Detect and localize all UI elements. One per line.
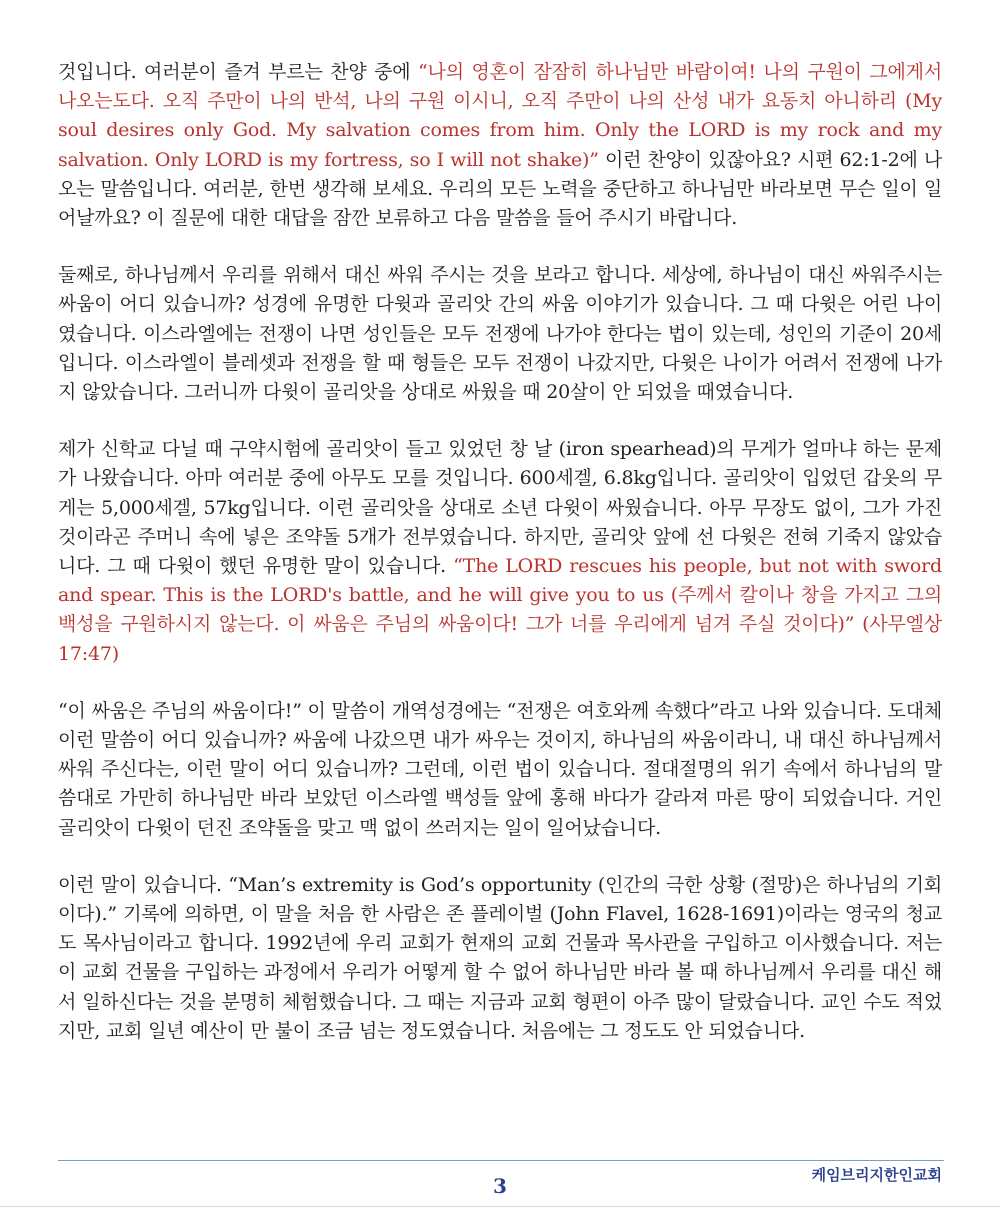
paragraph-1-text-a: 것입니다. 여러분이 즐겨 부르는 찬양 중에 [58, 61, 419, 83]
bottom-edge [0, 1206, 1000, 1217]
paragraph-4-text: “이 싸움은 주님의 싸움이다!” 이 말씀이 개역성경에는 “전쟁은 여호와께 속했다”라고 나와 있습니다. 도대체 이런 말씀이 어디 있습니까? 싸움에 나갔으면 내가 싸우는 것이지, 하나님의 싸움이라니, 내 대신 하나님께서 싸워 주신다는, 이런 말이 어디 있습니까? 그런데, 이런 법이 있습니다. 절대절명의 위기 속에서 하나님의 말씀대로 가만히 하나님만 바라 보았던 이스라엘 백성들 앞에 홍해 바다가 갈라져 마른 땅이 되었습니다. 거인 골리앗이 다윗이 던진 조약돌을 맞고 맥 없이 쓰러지는 일이 일어났습니다. [58, 699, 942, 839]
paragraph-5 [58, 871, 942, 1046]
paragraph-4 [58, 697, 942, 843]
document-body [58, 58, 942, 1074]
paragraph-3-quote: “The LORD rescues his people, but not with sword and spear. This is the LORD's battle, and he will give you to us (주께서 칼이나 창을 가지고 그의 백성을 구원하시지 않는다. 이 싸움은 주님의 싸움이다! 그가 너를 우리에게 넘겨 주실 것이다)” (사무엘상 17:47) [58, 555, 942, 665]
footer-divider [58, 1160, 944, 1161]
paragraph-3 [58, 435, 942, 669]
paragraph-2 [58, 261, 942, 407]
page-number: 3 [493, 1174, 507, 1198]
church-name: 케임브리지한인교회 [811, 1166, 942, 1184]
paragraph-5-text: 이런 말이 있습니다. “Man’s extremity is God’s opportunity (인간의 극한 상황 (절망)은 하나님의 기회이다).” 기록에 의하면, 이 말을 처음 한 사람은 존 플레이벌 (John Flavel, 1628-1691)이라는 영국의 청교도 목사님이라고 합니다. 1992년에 우리 교회가 현재의 교회 건물과 목사관을 구입하고 이사했습니다. 저는 이 교회 건물을 구입하는 과정에서 우리가 어떻게 할 수 없어 하나님만 바라 볼 때 하나님께서 우리를 대신 해서 일하신다는 것을 분명히 체험했습니다. 그 때는 지금과 교회 형편이 아주 많이 달랐습니다. 교인 수도 적었지만, 교회 일년 예산이 만 불이 조금 넘는 정도였습니다. 처음에는 그 정도도 안 되었습니다. [58, 873, 942, 1042]
paragraph-3-text: 제가 신학교 다닐 때 구약시험에 골리앗이 들고 있었던 창 날 (iron spearhead)의 무게가 얼마냐 하는 문제가 나왔습니다. 아마 여러분 중에 아무도 모를 것입니다. 600세겔, 6.8kg입니다. 골리앗이 입었던 갑옷의 무게는 5,000세겔, 57kg입니다. 이런 골리앗을 상대로 소년 다윗이 싸웠습니다. 아무 무장도 없이, 그가 가진 것이라곤 주머니 속에 넣은 조약돌 5개가 전부였습니다. 하지만, 골리앗 앞에 선 다윗은 전혀 기죽지 않았습니다. 그 때 다윗이 했던 유명한 말이 있습니다. [58, 438, 942, 578]
paragraph-1-quote: “나의 영혼이 잠잠히 하나님만 바람이여! 나의 구원이 그에게서 나오는도다. 오직 주만이 나의 반석, 나의 구원 이시니, 오직 주만이 나의 산성 내가 요동치 아니하리 (My soul desires only God. My salvation comes from him. Only the LORD is my rock and my salvation. Only LORD is my fortress, so I will not shake)” [58, 61, 942, 171]
paragraph-2-text: 둘째로, 하나님께서 우리를 위해서 대신 싸워 주시는 것을 보라고 합니다. 세상에, 하나님이 대신 싸워주시는 싸움이 어디 있습니까? 성경에 유명한 다윗과 골리앗 간의 싸움 이야기가 있습니다. 그 때 다윗은 어린 나이였습니다. 이스라엘에는 전쟁이 나면 성인들은 모두 전쟁에 나가야 한다는 법이 있는데, 성인의 기준이 20세입니다. 이스라엘이 블레셋과 전쟁을 할 때 형들은 모두 전쟁이 나갔지만, 다윗은 나이가 어려서 전쟁에 나가지 않았습니다. 그러니까 다윗이 골리앗을 상대로 싸웠을 때 20살이 안 되었을 때였습니다. [58, 264, 942, 404]
paragraph-1-text-b: 이런 찬양이 있잖아요? 시편 62:1-2에 나오는 말씀입니다. 여러분, 한번 생각해 보세요. 우리의 모든 노력을 중단하고 하나님만 바라보면 무슨 일이 일어날까요? 이 질문에 대한 대답을 잠깐 보류하고 다음 말씀을 들어 주시기 바랍니다. [58, 148, 942, 230]
paragraph-1 [58, 58, 942, 233]
